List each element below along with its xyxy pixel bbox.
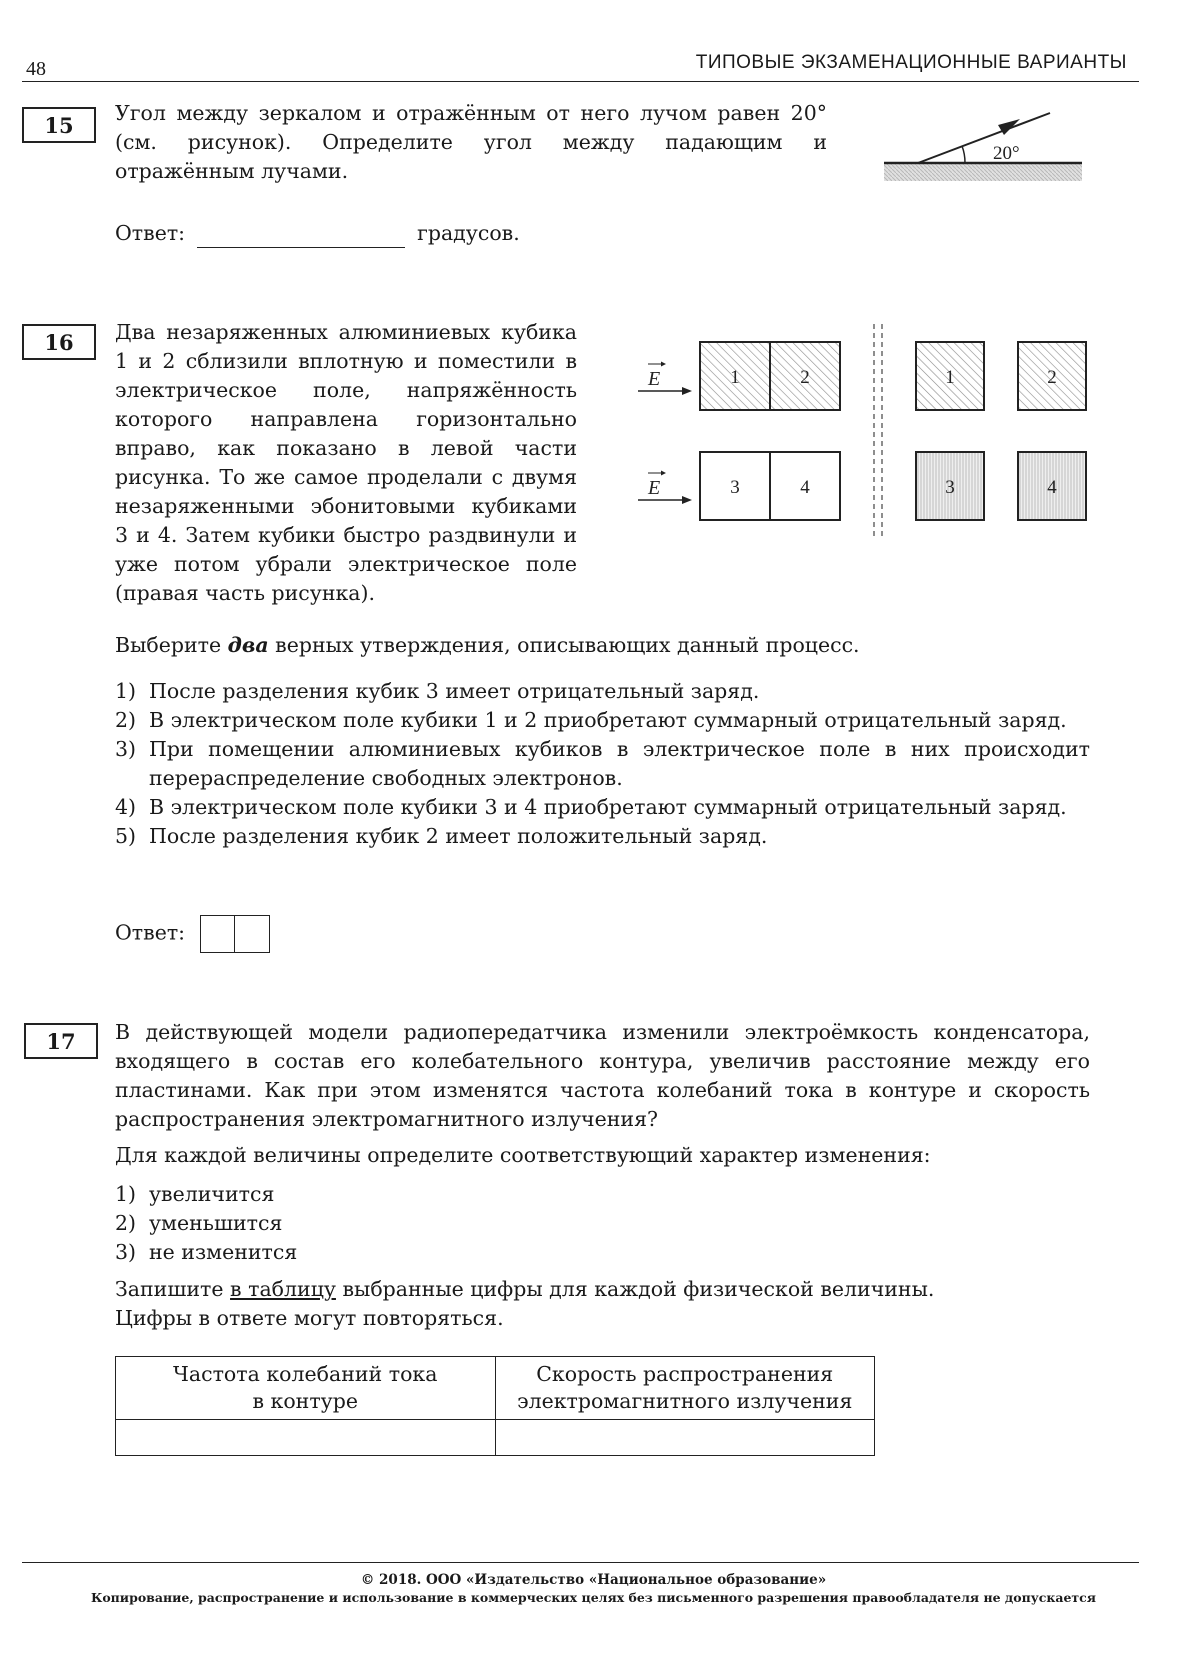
- option-item: 3) При помещении алюминиевых кубиков в электрическое поле в них происходит перераспределение свободных электронов.: [115, 737, 1090, 790]
- table-header-frequency: Частота колебаний тока в контуре: [116, 1357, 496, 1420]
- cube-4-left-label: 4: [800, 477, 810, 498]
- table-header-speed: Скорость распространения электромагнитного излучения: [495, 1357, 875, 1420]
- task-15-answer: [115, 219, 520, 248]
- task-17-text: [115, 1018, 1090, 1134]
- angle-label: 20°: [993, 143, 1020, 164]
- task-15-number: 15: [22, 107, 96, 143]
- answer-unit: градусов.: [417, 221, 520, 245]
- answer-blank-field[interactable]: [197, 225, 405, 248]
- task-17-instruction: Для каждой величины определите соответствующий характер изменения:: [115, 1143, 931, 1167]
- running-title: ТИПОВЫЕ ЭКЗАМЕНАЦИОННЫЕ ВАРИАНТЫ: [695, 52, 1127, 73]
- angle-arc: [962, 146, 965, 163]
- answer-label: Ответ:: [115, 920, 186, 945]
- instruction-emphasis: два: [227, 633, 269, 657]
- answer-table: [115, 1356, 875, 1456]
- reflected-ray: [918, 113, 1050, 163]
- task-16-instruction: Выберите два верных утверждения, описывающих данный процесс.: [115, 633, 860, 657]
- mirror-surface: [884, 163, 1082, 181]
- cube-2-left-label: 2: [800, 367, 810, 388]
- task-16-answer: [115, 915, 270, 953]
- cube-4-right-label: 4: [1047, 477, 1057, 498]
- answer-cell-speed[interactable]: [495, 1420, 875, 1456]
- option-item: 1) увеличится: [115, 1182, 275, 1206]
- answer-cell-1[interactable]: [200, 915, 235, 953]
- option-item: 2) уменьшится: [115, 1211, 283, 1235]
- svg-text:E: E: [648, 368, 661, 390]
- mirror-ray-figure: [880, 105, 1090, 185]
- cube-1-left-label: 1: [730, 367, 740, 388]
- answer-label: Ответ:: [115, 221, 186, 245]
- field-arrow-top: [638, 362, 692, 396]
- task-16-question: Два незаряженных алюминиевых кубика 1 и 2 сблизили вплотную и поместили в электрическое поле, напряжённость которого направлена горизонтально вправо, как показано в левой части рисунка. То же самое проделали с двумя незаряженными эбонитовыми кубиками 3 и 4. Затем кубики быстро раздвинули и уже потом убрали электрическое поле (правая часть рисунка).: [115, 320, 577, 605]
- task-16-number: 16: [22, 324, 96, 360]
- answer-cells: [200, 915, 270, 953]
- cube-3-left-label: 3: [730, 477, 740, 498]
- cube-1-right-label: 1: [945, 367, 955, 388]
- option-item: 4) В электрическом поле кубики 3 и 4 приобретают суммарный отрицательный заряд.: [115, 795, 1067, 819]
- option-item: 5) После разделения кубик 2 имеет положительный заряд.: [115, 824, 768, 848]
- footer-notice: Копирование, распространение и использование в коммерческих целях без письменного разрешения правообладателя не допускается: [90, 1590, 1097, 1605]
- cube-2-right-label: 2: [1047, 367, 1057, 388]
- repeat-note: Цифры в ответе могут повторяться.: [115, 1306, 504, 1330]
- footer-divider: [22, 1562, 1139, 1563]
- answer-cell-2[interactable]: [235, 915, 270, 953]
- option-item: 2) В электрическом поле кубики 1 и 2 приобретают суммарный отрицательный заряд.: [115, 708, 1067, 732]
- task-16-text: [115, 318, 577, 608]
- task-17-options: [115, 1180, 297, 1267]
- ray-arrow-icon: [998, 119, 1020, 135]
- task-16-options: [115, 677, 1090, 851]
- option-item: 1) После разделения кубик 3 имеет отрицательный заряд.: [115, 679, 760, 703]
- cubes-figure: [632, 318, 1097, 543]
- task-17-number: 17: [24, 1023, 98, 1059]
- table-reference: в таблицу: [230, 1277, 336, 1301]
- task-15-question: Угол между зеркалом и отражённым от него лучом равен 20° (см. рисунок). Определите угол между падающим и отражённым лучами.: [115, 101, 827, 183]
- svg-text:E: E: [648, 477, 661, 499]
- footer-copyright: © 2018. ООО «Издательство «Национальное образование»: [360, 1572, 827, 1588]
- header-divider: [22, 81, 1139, 82]
- task-15-text: [115, 99, 827, 186]
- answer-cell-frequency[interactable]: [116, 1420, 496, 1456]
- field-arrow-bottom: [638, 471, 692, 505]
- cube-3-right-label: 3: [945, 477, 955, 498]
- task-17-write-instruction: Запишите в таблицу выбранные цифры для каждой физической величины. Цифры в ответе могут повторяться.: [115, 1275, 1090, 1333]
- option-item: 3) не изменится: [115, 1240, 298, 1264]
- task-17-question: В действующей модели радиопередатчика изменили электроёмкость конденсатора, входящего в состав его колебательного контура, увеличив расстояние между его пластинами. Как при этом изменятся частота колебаний тока в контуре и скорость распространения электромагнитного излучения?: [115, 1020, 1090, 1131]
- page-number: 48: [26, 58, 46, 80]
